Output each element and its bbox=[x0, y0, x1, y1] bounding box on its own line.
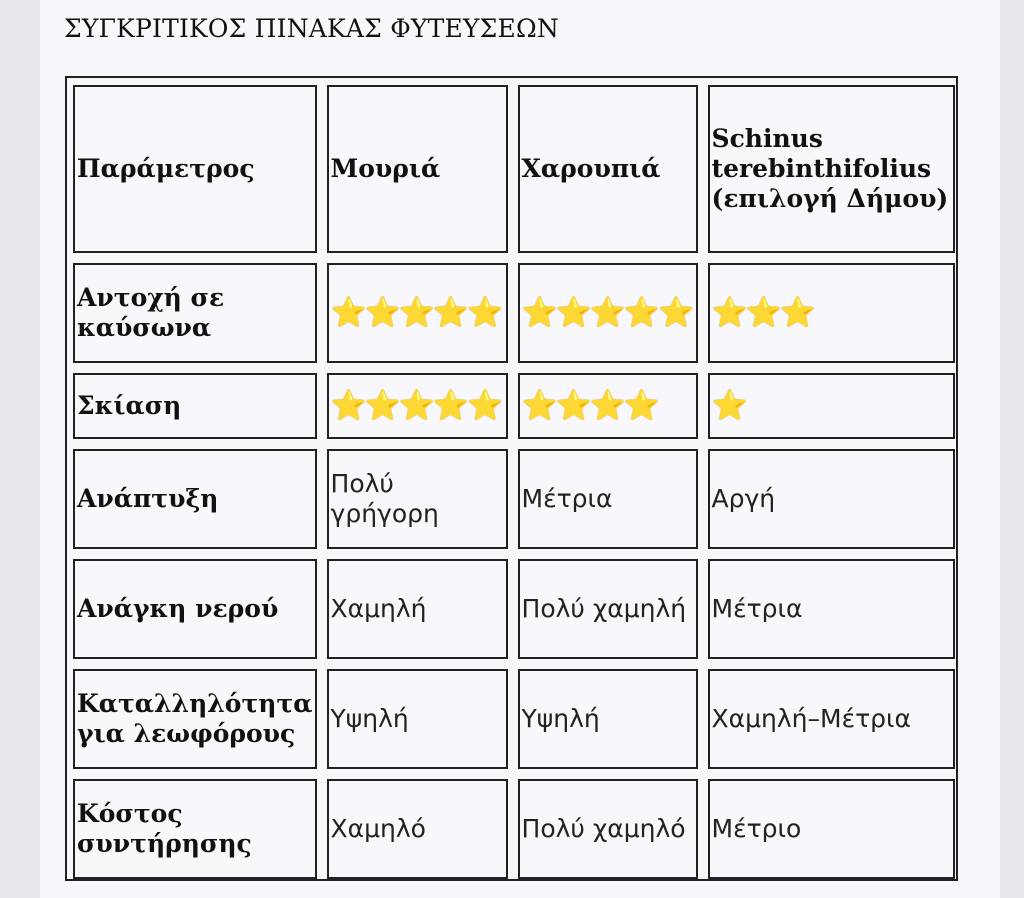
row-label-maintenance-cost: Κόστος συντήρησης bbox=[73, 779, 317, 879]
star-icon: ⭐⭐⭐⭐⭐ bbox=[330, 388, 502, 422]
table-cell: Πολύ χαμηλή bbox=[518, 559, 698, 659]
row-label-water-need: Ανάγκη νερού bbox=[73, 559, 317, 659]
table-cell: Πολύ χαμηλό bbox=[518, 779, 698, 879]
table-header-row bbox=[73, 85, 955, 253]
header-cell-mulberry: Μουριά bbox=[327, 85, 508, 253]
table-row bbox=[73, 669, 955, 769]
star-rating bbox=[327, 263, 508, 363]
table-cell: Χαμηλή–Μέτρια bbox=[708, 669, 955, 769]
table-row bbox=[73, 449, 955, 549]
star-icon: ⭐⭐⭐⭐⭐ bbox=[330, 295, 502, 329]
star-rating bbox=[708, 373, 955, 439]
row-label-heat-resistance: Αντοχή σε καύσωνα bbox=[73, 263, 317, 363]
row-label-avenue-suitability: Καταλληλότητα για λεωφόρους bbox=[73, 669, 317, 769]
comparison-table bbox=[63, 75, 965, 889]
page-title: ΣΥΓΚΡΙΤΙΚΟΣ ΠΙΝΑΚΑΣ ΦΥΤΕΥΣΕΩΝ bbox=[64, 14, 559, 43]
table-row bbox=[73, 373, 955, 439]
header-cell-parameter: Παράμετρος bbox=[73, 85, 317, 253]
star-icon: ⭐ bbox=[711, 388, 746, 422]
table-cell: Υψηλή bbox=[327, 669, 508, 769]
table-cell: Πολύ γρήγορη bbox=[327, 449, 508, 549]
star-rating bbox=[708, 263, 955, 363]
table-cell: Αργή bbox=[708, 449, 955, 549]
table-cell: Υψηλή bbox=[518, 669, 698, 769]
table-row bbox=[73, 263, 955, 363]
header-cell-carob: Χαρουπιά bbox=[518, 85, 698, 253]
star-rating bbox=[518, 263, 698, 363]
table-cell: Μέτρια bbox=[708, 559, 955, 659]
star-icon: ⭐⭐⭐⭐⭐ bbox=[521, 295, 693, 329]
table-row bbox=[73, 779, 955, 879]
table-cell: Χαμηλή bbox=[327, 559, 508, 659]
star-icon: ⭐⭐⭐⭐ bbox=[521, 388, 658, 422]
table-cell: Μέτριο bbox=[708, 779, 955, 879]
document-page bbox=[40, 0, 1000, 898]
table-cell: Μέτρια bbox=[518, 449, 698, 549]
table-cell: Χαμηλό bbox=[327, 779, 508, 879]
header-cell-schinus: Schinus terebinthifolius (επιλογή Δήμου) bbox=[708, 85, 955, 253]
row-label-shading: Σκίαση bbox=[73, 373, 317, 439]
row-label-growth: Ανάπτυξη bbox=[73, 449, 317, 549]
star-rating bbox=[518, 373, 698, 439]
star-icon: ⭐⭐⭐ bbox=[711, 295, 814, 329]
table-row bbox=[73, 559, 955, 659]
star-rating bbox=[327, 373, 508, 439]
